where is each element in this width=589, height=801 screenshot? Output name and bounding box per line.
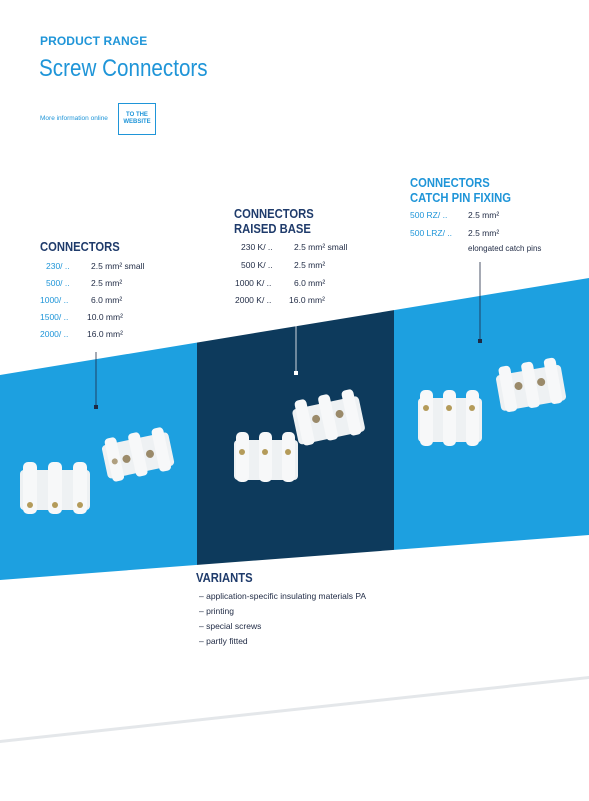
connectors-row	[46, 261, 145, 271]
connector-size: 16.0 mm²	[87, 329, 123, 339]
to-website-line-1: TO THE	[126, 112, 148, 118]
raised-base-row	[241, 242, 348, 252]
raised-base-row	[241, 260, 326, 270]
to-website-line-2: WEBSITE	[123, 119, 151, 125]
variant-item: – special screws	[199, 621, 262, 631]
raised-base-code: 2000 K/ ..	[235, 295, 272, 305]
variant-item: – printing	[199, 606, 234, 616]
raised-base-code: 230 K/ ..	[241, 242, 273, 252]
raised-base-row	[235, 295, 325, 305]
to-website-button[interactable]	[118, 103, 156, 135]
connectors-row	[40, 329, 123, 339]
connectors-heading: CONNECTORS	[40, 240, 120, 254]
catch-pin-code: 500 LRZ/ ..	[410, 228, 453, 238]
connector-code: 230/ ..	[46, 261, 70, 271]
leader-dot	[94, 405, 98, 409]
catch-pin-row	[410, 210, 500, 220]
bottom-divider	[0, 676, 589, 743]
connectors-row	[40, 295, 123, 305]
panel-middle	[197, 270, 394, 590]
raised-base-row	[235, 278, 326, 288]
raised-base-code: 1000 K/ ..	[235, 278, 272, 288]
catch-pin-heading	[410, 176, 511, 206]
catch-pin-size: 2.5 mm²	[468, 210, 500, 220]
raised-base-code: 500 K/ ..	[241, 260, 273, 270]
raised-base-heading-line-2: RAISED BASE	[234, 222, 311, 236]
connector-code: 2000/ ..	[40, 329, 69, 339]
catch-pin-note: elongated catch pins	[468, 244, 542, 253]
raised-base-size: 16.0 mm²	[289, 295, 325, 305]
connector-code: 1000/ ..	[40, 295, 69, 305]
page-title: Screw Connectors	[39, 55, 208, 82]
connector-size: 10.0 mm²	[87, 312, 123, 322]
leader-dot	[478, 339, 482, 343]
variant-item: – partly fitted	[199, 636, 248, 646]
raised-base-heading	[234, 207, 314, 237]
variants-heading: VARIANTS	[196, 571, 253, 585]
connector-size: 2.5 mm²	[91, 278, 123, 288]
more-info-text: More information online	[40, 115, 108, 122]
catch-pin-row	[410, 228, 500, 238]
leader-dot	[294, 371, 298, 375]
connectors-row	[40, 312, 123, 322]
connectors-row	[46, 278, 123, 288]
catch-pin-size: 2.5 mm²	[468, 228, 500, 238]
connector-size: 2.5 mm² small	[91, 261, 145, 271]
catch-pin-heading-line-1: CONNECTORS	[410, 176, 490, 190]
connector-code: 500/ ..	[46, 278, 70, 288]
catch-pin-code: 500 RZ/ ..	[410, 210, 448, 220]
connector-code: 1500/ ..	[40, 312, 69, 322]
catch-pin-heading-line-2: CATCH PIN FIXING	[410, 191, 512, 205]
raised-base-size: 2.5 mm²	[294, 260, 326, 270]
eyebrow-label: PRODUCT RANGE	[40, 34, 148, 48]
variant-item: – application-specific insulating materials PA	[199, 591, 367, 601]
raised-base-heading-line-1: CONNECTORS	[234, 207, 314, 221]
raised-base-size: 6.0 mm²	[294, 278, 326, 288]
raised-base-size: 2.5 mm² small	[294, 242, 348, 252]
connector-size: 6.0 mm²	[91, 295, 123, 305]
